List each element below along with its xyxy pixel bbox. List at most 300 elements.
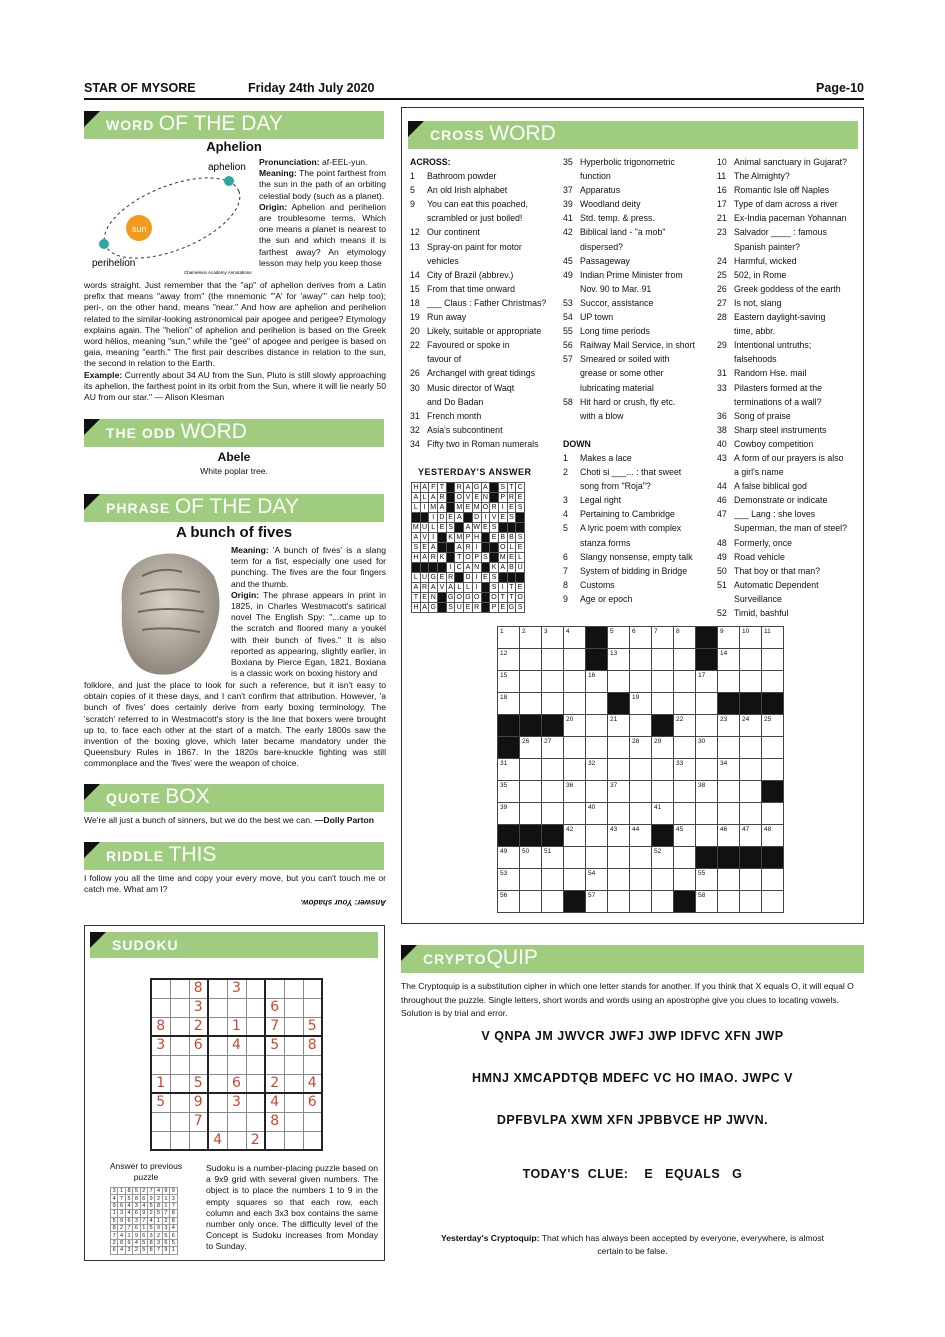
grid-cell[interactable]: 1 xyxy=(498,627,520,649)
grid-cell[interactable] xyxy=(542,869,564,891)
sudoku-cell[interactable]: 8 xyxy=(189,979,208,998)
grid-cell[interactable] xyxy=(564,847,586,869)
sudoku-cell[interactable] xyxy=(227,1131,246,1150)
sudoku-cell[interactable] xyxy=(170,1074,189,1093)
clue-item: 22 Favoured or spoke in xyxy=(410,340,510,351)
grid-cell[interactable] xyxy=(718,671,740,693)
grid-cell[interactable]: 2 xyxy=(520,627,542,649)
answer-cell: U xyxy=(422,573,428,581)
black-cell xyxy=(464,513,473,523)
grid-cell[interactable] xyxy=(586,781,608,803)
grid-cell[interactable]: 14 xyxy=(718,649,740,671)
grid-cell[interactable] xyxy=(696,693,718,715)
fist-illustration xyxy=(112,546,226,678)
sudoku-cell[interactable]: 4 xyxy=(303,1074,322,1093)
grid-cell[interactable]: 47 xyxy=(740,825,762,847)
grid-cell[interactable] xyxy=(630,869,652,891)
grid-cell[interactable] xyxy=(630,781,652,803)
grid-cell[interactable]: 27 xyxy=(542,737,564,759)
sudoku-cell[interactable] xyxy=(170,979,189,998)
grid-cell[interactable] xyxy=(608,803,630,825)
clue-item: 44 A false biblical god xyxy=(717,481,807,492)
sudoku-cell[interactable] xyxy=(170,1093,189,1112)
grid-cell[interactable] xyxy=(762,649,784,671)
grid-cell[interactable] xyxy=(520,781,542,803)
grid-cell[interactable] xyxy=(718,891,740,913)
yesterday-crossword-answer xyxy=(411,482,525,613)
grid-cell[interactable]: 36 xyxy=(564,781,586,803)
sudoku-cell[interactable]: 6 xyxy=(189,1036,208,1055)
image-credit: Chameleon Academy Annotations xyxy=(184,270,252,275)
grid-cell[interactable]: 3 xyxy=(542,627,564,649)
sudoku-cell[interactable] xyxy=(170,1131,189,1150)
grid-cell[interactable] xyxy=(674,671,696,693)
grid-cell[interactable]: 13 xyxy=(608,649,630,671)
grid-cell[interactable]: 30 xyxy=(696,737,718,759)
grid-cell[interactable] xyxy=(652,759,674,781)
grid-cell[interactable] xyxy=(542,693,564,715)
sudoku-prev-cell: 9 xyxy=(140,1210,147,1217)
answer-cell: G xyxy=(430,573,436,581)
sudoku-cell[interactable] xyxy=(303,1131,322,1150)
grid-cell[interactable]: 15 xyxy=(498,671,520,693)
grid-cell[interactable]: 49 xyxy=(498,847,520,869)
sudoku-cell[interactable] xyxy=(284,1131,303,1150)
black-cell xyxy=(498,523,507,533)
black-cell xyxy=(481,533,490,543)
sudoku-cell[interactable]: 6 xyxy=(227,1074,246,1093)
clue-item: function xyxy=(580,171,611,182)
clue-item: 33 Pilasters formed at the xyxy=(717,382,823,393)
sudoku-cell[interactable]: 8 xyxy=(151,1017,170,1036)
sudoku-cell[interactable] xyxy=(208,1093,227,1112)
grid-cell[interactable]: 29 xyxy=(652,737,674,759)
grid-cell[interactable] xyxy=(762,891,784,913)
answer-cell: M xyxy=(473,503,480,511)
sudoku-cell[interactable]: 8 xyxy=(303,1036,322,1055)
grid-cell[interactable] xyxy=(696,759,718,781)
sudoku-cell[interactable] xyxy=(246,1017,265,1036)
grid-cell[interactable] xyxy=(520,759,542,781)
sudoku-cell[interactable] xyxy=(303,1055,322,1074)
sudoku-cell[interactable]: 2 xyxy=(189,1017,208,1036)
grid-cell[interactable]: 51 xyxy=(542,847,564,869)
grid-cell[interactable] xyxy=(740,891,762,913)
sudoku-cell[interactable] xyxy=(170,998,189,1017)
answer-cell: D xyxy=(465,573,471,581)
sudoku-cell[interactable]: 5 xyxy=(151,1093,170,1112)
grid-cell[interactable]: 39 xyxy=(498,803,520,825)
sudoku-cell[interactable] xyxy=(208,998,227,1017)
grid-cell[interactable]: 35 xyxy=(498,781,520,803)
answer-cell: R xyxy=(465,543,471,551)
grid-cell[interactable]: 50 xyxy=(520,847,542,869)
sudoku-cell[interactable] xyxy=(284,1017,303,1036)
sudoku-cell[interactable] xyxy=(189,1131,208,1150)
answer-cell: G xyxy=(465,593,471,601)
grid-cell[interactable] xyxy=(564,869,586,891)
grid-cell[interactable]: 54 xyxy=(586,869,608,891)
black-cell xyxy=(420,563,429,573)
grid-cell[interactable] xyxy=(762,759,784,781)
grid-cell[interactable]: 16 xyxy=(586,671,608,693)
sudoku-cell[interactable] xyxy=(265,1055,284,1074)
answer-cell: M xyxy=(456,533,463,541)
answer-cell: A xyxy=(464,523,473,533)
grid-cell[interactable]: 12 xyxy=(498,649,520,671)
sudoku-cell[interactable] xyxy=(303,1112,322,1131)
grid-cell[interactable] xyxy=(586,825,608,847)
sudoku-cell[interactable] xyxy=(151,998,170,1017)
grid-cell[interactable] xyxy=(674,869,696,891)
grid-cell[interactable]: 34 xyxy=(718,759,740,781)
grid-cell[interactable] xyxy=(652,693,674,715)
grid-cell[interactable] xyxy=(630,847,652,869)
grid-cell[interactable] xyxy=(740,759,762,781)
grid-cell[interactable] xyxy=(652,891,674,913)
answer-cell: O xyxy=(491,593,497,601)
answer-cell: N xyxy=(430,593,436,601)
grid-cell[interactable] xyxy=(520,649,542,671)
grid-cell[interactable] xyxy=(542,671,564,693)
sudoku-cell[interactable]: 9 xyxy=(189,1093,208,1112)
answer-cell: F xyxy=(429,483,438,493)
grid-cell[interactable]: 18 xyxy=(498,693,520,715)
grid-cell[interactable] xyxy=(652,869,674,891)
sudoku-cell[interactable] xyxy=(189,1055,208,1074)
clue-item: 29 Intentional untruths; xyxy=(717,340,812,351)
grid-cell[interactable] xyxy=(586,715,608,737)
sudoku-cell[interactable] xyxy=(246,998,265,1017)
sudoku-cell[interactable] xyxy=(227,1055,246,1074)
grid-cell[interactable] xyxy=(762,869,784,891)
sudoku-cell[interactable] xyxy=(208,1017,227,1036)
sudoku-cell[interactable] xyxy=(284,1093,303,1112)
grid-cell[interactable]: 32 xyxy=(586,759,608,781)
grid-cell[interactable]: 11 xyxy=(762,627,784,649)
grid-cell[interactable]: 26 xyxy=(520,737,542,759)
sudoku-prev-cell: 1 xyxy=(125,1232,132,1239)
sudoku-cell[interactable]: 4 xyxy=(227,1036,246,1055)
black-cell xyxy=(490,543,499,553)
grid-cell[interactable] xyxy=(542,803,564,825)
sudoku-cell[interactable]: 2 xyxy=(265,1074,284,1093)
grid-cell[interactable] xyxy=(564,737,586,759)
sudoku-cell[interactable] xyxy=(208,979,227,998)
grid-cell[interactable] xyxy=(674,737,696,759)
grid-cell[interactable] xyxy=(718,781,740,803)
answer-cell: A xyxy=(420,603,429,613)
grid-cell[interactable]: 43 xyxy=(608,825,630,847)
clue-item: 39 Woodland deity xyxy=(563,199,641,210)
grid-cell[interactable]: 42 xyxy=(564,825,586,847)
sudoku-cell[interactable]: 4 xyxy=(208,1131,227,1150)
sudoku-cell[interactable] xyxy=(246,1093,265,1112)
grid-cell[interactable]: 33 xyxy=(674,759,696,781)
clue-item: 43 A form of our prayers is also xyxy=(717,452,844,463)
grid-cell[interactable] xyxy=(740,671,762,693)
sudoku-prev-cell: 9 xyxy=(155,1224,162,1231)
grid-cell[interactable]: 17 xyxy=(696,671,718,693)
sudoku-banner: SUDOKU xyxy=(90,932,378,958)
grid-cell[interactable] xyxy=(762,671,784,693)
grid-cell[interactable]: 55 xyxy=(696,869,718,891)
sudoku-cell[interactable] xyxy=(208,1112,227,1131)
sudoku-cell[interactable] xyxy=(246,1036,265,1055)
grid-cell[interactable] xyxy=(608,759,630,781)
sudoku-cell[interactable] xyxy=(284,979,303,998)
grid-cell[interactable] xyxy=(740,737,762,759)
sudoku-cell[interactable] xyxy=(151,1112,170,1131)
grid-cell[interactable] xyxy=(608,891,630,913)
answer-cell: H xyxy=(413,553,419,561)
grid-cell[interactable] xyxy=(630,671,652,693)
grid-cell[interactable]: 28 xyxy=(630,737,652,759)
sudoku-cell[interactable] xyxy=(208,1055,227,1074)
answer-cell: K xyxy=(446,533,455,543)
clue-item: 5 An old Irish alphabet xyxy=(410,185,508,196)
grid-cell[interactable] xyxy=(630,759,652,781)
grid-cell[interactable] xyxy=(564,759,586,781)
clue-item: 27 Is not, slang xyxy=(717,297,782,308)
grid-cell[interactable] xyxy=(762,803,784,825)
grid-cell[interactable] xyxy=(608,737,630,759)
grid-cell[interactable]: 53 xyxy=(498,869,520,891)
black-cell xyxy=(455,523,464,533)
answer-cell: B xyxy=(507,563,516,573)
sudoku-prev-cell: 2 xyxy=(162,1217,169,1224)
grid-cell[interactable]: 58 xyxy=(696,891,718,913)
sudoku-prev-cell: 9 xyxy=(125,1239,132,1246)
sudoku-prev-cell: 3 xyxy=(111,1188,118,1195)
sudoku-cell[interactable] xyxy=(284,1036,303,1055)
grid-cell[interactable] xyxy=(520,891,542,913)
sudoku-cell[interactable]: 3 xyxy=(189,998,208,1017)
grid-cell[interactable]: 7 xyxy=(652,627,674,649)
grid-cell[interactable] xyxy=(586,847,608,869)
answer-cell: G xyxy=(473,483,480,491)
answer-cell: A xyxy=(429,583,438,593)
sudoku-cell[interactable]: 1 xyxy=(227,1017,246,1036)
grid-cell[interactable] xyxy=(652,671,674,693)
grid-cell[interactable] xyxy=(608,869,630,891)
grid-cell[interactable]: 48 xyxy=(762,825,784,847)
grid-cell[interactable]: 8 xyxy=(674,627,696,649)
grid-cell[interactable] xyxy=(542,649,564,671)
black-cell xyxy=(674,891,696,913)
grid-cell[interactable] xyxy=(586,693,608,715)
grid-cell[interactable]: 41 xyxy=(652,803,674,825)
grid-cell[interactable] xyxy=(674,693,696,715)
grid-cell[interactable] xyxy=(542,759,564,781)
sudoku-cell[interactable]: 3 xyxy=(227,1093,246,1112)
grid-cell[interactable]: 37 xyxy=(608,781,630,803)
clue-item: 6 Slangy nonsense, empty talk xyxy=(563,551,693,562)
black-cell xyxy=(652,715,674,737)
grid-cell[interactable]: 44 xyxy=(630,825,652,847)
sudoku-cell[interactable] xyxy=(170,1036,189,1055)
grid-cell[interactable] xyxy=(520,869,542,891)
black-cell xyxy=(481,563,490,573)
answer-cell: P xyxy=(464,533,473,543)
grid-cell[interactable] xyxy=(696,803,718,825)
sudoku-cell[interactable] xyxy=(303,998,322,1017)
sudoku-cell[interactable]: 7 xyxy=(265,1017,284,1036)
grid-cell[interactable]: 56 xyxy=(498,891,520,913)
sudoku-cell[interactable] xyxy=(151,979,170,998)
grid-cell[interactable] xyxy=(696,825,718,847)
grid-cell[interactable] xyxy=(564,803,586,825)
grid-cell[interactable] xyxy=(674,781,696,803)
sudoku-cell[interactable] xyxy=(246,1055,265,1074)
grid-cell[interactable] xyxy=(520,803,542,825)
sudoku-cell[interactable]: 5 xyxy=(303,1017,322,1036)
answer-cell: I xyxy=(472,583,481,593)
grid-cell[interactable]: 10 xyxy=(740,627,762,649)
sudoku-cell[interactable] xyxy=(208,1036,227,1055)
grid-cell[interactable] xyxy=(740,869,762,891)
clue-item: 26 Archangel with great tidings xyxy=(410,368,536,379)
grid-cell[interactable]: 22 xyxy=(674,715,696,737)
clue-item: 48 Formerly, once xyxy=(717,537,793,548)
sudoku-cell[interactable]: 6 xyxy=(303,1093,322,1112)
grid-cell[interactable] xyxy=(630,649,652,671)
sudoku-cell[interactable] xyxy=(227,998,246,1017)
black-cell xyxy=(446,543,455,553)
grid-cell[interactable]: 21 xyxy=(608,715,630,737)
grid-cell[interactable] xyxy=(520,693,542,715)
sudoku-cell[interactable] xyxy=(170,1017,189,1036)
sudoku-cell[interactable] xyxy=(170,1112,189,1131)
sudoku-cell[interactable] xyxy=(246,979,265,998)
grid-cell[interactable] xyxy=(652,781,674,803)
grid-cell[interactable] xyxy=(652,649,674,671)
clue-item: 42 Biblical land - "a mob" xyxy=(563,227,666,238)
grid-cell[interactable] xyxy=(630,891,652,913)
sudoku-cell[interactable]: 7 xyxy=(189,1112,208,1131)
answer-cell: C xyxy=(456,563,462,571)
orbit-illustration xyxy=(84,156,256,278)
answer-cell: C xyxy=(517,483,523,491)
answer-cell: R xyxy=(422,583,428,591)
black-cell xyxy=(762,693,784,715)
grid-cell[interactable] xyxy=(674,803,696,825)
answer-cell: L xyxy=(516,553,525,563)
sudoku-cell[interactable] xyxy=(284,1055,303,1074)
answer-cell: S xyxy=(507,513,516,523)
grid-cell[interactable] xyxy=(762,737,784,759)
grid-cell[interactable]: 4 xyxy=(564,627,586,649)
grid-cell[interactable]: 46 xyxy=(718,825,740,847)
black-cell xyxy=(608,693,630,715)
grid-cell[interactable] xyxy=(564,671,586,693)
sudoku-cell[interactable]: 6 xyxy=(265,998,284,1017)
grid-cell[interactable] xyxy=(718,737,740,759)
clue-item: 12 Our continent xyxy=(410,227,480,238)
grid-cell[interactable] xyxy=(608,847,630,869)
sudoku-cell[interactable] xyxy=(246,1112,265,1131)
grid-cell[interactable] xyxy=(718,803,740,825)
sudoku-prev-cell: 2 xyxy=(118,1224,125,1231)
clue-item: 17 Type of dam across a river xyxy=(717,199,838,210)
sudoku-cell[interactable] xyxy=(265,979,284,998)
grid-cell[interactable] xyxy=(674,649,696,671)
grid-cell[interactable] xyxy=(564,693,586,715)
grid-cell[interactable]: 31 xyxy=(498,759,520,781)
grid-cell[interactable] xyxy=(740,649,762,671)
grid-cell[interactable]: 45 xyxy=(674,825,696,847)
sudoku-cell[interactable]: 5 xyxy=(265,1036,284,1055)
sudoku-cell[interactable] xyxy=(284,1074,303,1093)
grid-cell[interactable] xyxy=(608,671,630,693)
black-cell xyxy=(516,573,525,583)
sudoku-cell[interactable]: 2 xyxy=(246,1131,265,1150)
sudoku-cell[interactable] xyxy=(284,998,303,1017)
answer-cell: P xyxy=(498,493,507,503)
grid-cell[interactable]: 38 xyxy=(696,781,718,803)
grid-cell[interactable]: 5 xyxy=(608,627,630,649)
grid-cell[interactable] xyxy=(542,891,564,913)
grid-cell[interactable] xyxy=(718,869,740,891)
answer-cell: R xyxy=(448,573,454,581)
sudoku-cell[interactable] xyxy=(265,1131,284,1150)
sudoku-cell[interactable]: 8 xyxy=(265,1112,284,1131)
grid-cell[interactable] xyxy=(696,715,718,737)
sudoku-cell[interactable] xyxy=(246,1074,265,1093)
sudoku-cell[interactable]: 5 xyxy=(189,1074,208,1093)
sudoku-cell[interactable] xyxy=(227,1112,246,1131)
sudoku-cell[interactable]: 1 xyxy=(151,1074,170,1093)
grid-cell[interactable] xyxy=(740,803,762,825)
grid-cell[interactable] xyxy=(564,649,586,671)
sudoku-cell[interactable] xyxy=(151,1131,170,1150)
grid-cell[interactable] xyxy=(542,781,564,803)
grid-cell[interactable] xyxy=(740,781,762,803)
grid-cell[interactable]: 23 xyxy=(718,715,740,737)
grid-cell[interactable] xyxy=(586,737,608,759)
sudoku-cell[interactable] xyxy=(208,1074,227,1093)
sudoku-cell[interactable]: 4 xyxy=(265,1093,284,1112)
sudoku-cell[interactable]: 3 xyxy=(151,1036,170,1055)
clue-item: 19 Run away xyxy=(410,312,467,323)
grid-cell[interactable]: 19 xyxy=(630,693,652,715)
answer-cell: V xyxy=(464,493,473,503)
sudoku-cell[interactable] xyxy=(151,1055,170,1074)
clue-item: 4 Pertaining to Cambridge xyxy=(563,509,675,520)
answer-cell: E xyxy=(472,493,481,503)
grid-cell[interactable]: 9 xyxy=(718,627,740,649)
sudoku-cell[interactable] xyxy=(284,1112,303,1131)
grid-cell[interactable]: 24 xyxy=(740,715,762,737)
sudoku-cell[interactable]: 3 xyxy=(227,979,246,998)
grid-cell[interactable]: 20 xyxy=(564,715,586,737)
clue-item: stanza forms xyxy=(580,537,631,548)
sudoku-cell[interactable] xyxy=(170,1055,189,1074)
grid-cell[interactable]: 57 xyxy=(586,891,608,913)
grid-cell[interactable]: 40 xyxy=(586,803,608,825)
sudoku-prev-cell: 2 xyxy=(133,1247,140,1254)
grid-cell[interactable] xyxy=(520,671,542,693)
grid-cell[interactable] xyxy=(674,847,696,869)
grid-cell[interactable]: 52 xyxy=(652,847,674,869)
sudoku-prev-cell: 5 xyxy=(147,1224,154,1231)
grid-cell[interactable] xyxy=(630,715,652,737)
grid-cell[interactable]: 25 xyxy=(762,715,784,737)
grid-cell[interactable]: 6 xyxy=(630,627,652,649)
grid-cell[interactable] xyxy=(630,803,652,825)
crossword-banner: CROSS WORD xyxy=(408,121,858,149)
sudoku-cell[interactable] xyxy=(303,979,322,998)
